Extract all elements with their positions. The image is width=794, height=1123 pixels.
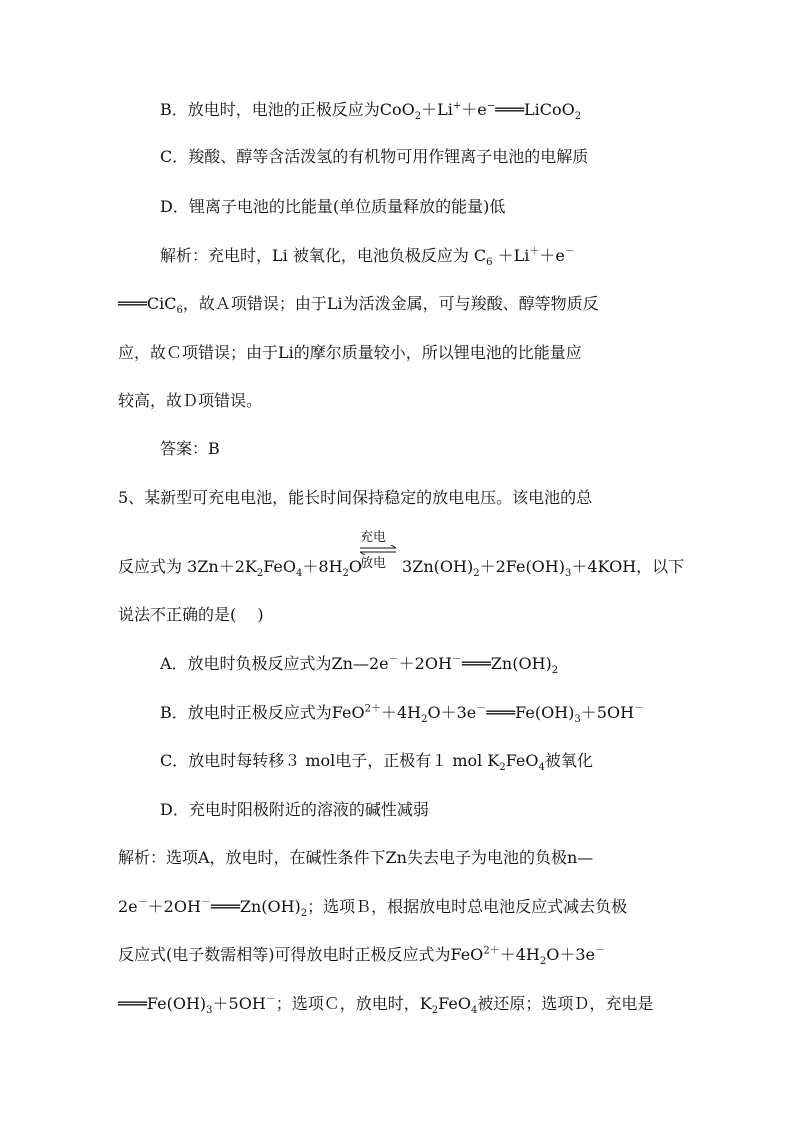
reversible-arrow-icon [358, 545, 398, 555]
option-d-prev: D．锂离子电池的比能量(单位质量释放的能量)低 [160, 197, 506, 216]
q5-option-d: D．充电时阳极附近的溶液的碱性减弱 [160, 800, 429, 819]
analysis2-line1: 解析：选项A，放电时，在碱性条件下Zn失去电子为电池的负极n— [118, 848, 594, 867]
answer1: 答案：B [160, 439, 220, 458]
q5-line1: 5、某新型可充电电池，能长时间保持稳定的放电电压。该电池的总 [118, 488, 593, 507]
discharge-label: 放电 [360, 556, 387, 571]
analysis2-line3: 反应式(电子数需相等)可得放电时正极反应式为$FeO^{2+}+4H_2O+3e^-$ [118, 945, 605, 968]
q5-option-b: B．放电时正极反应式为$FeO^{2+}+4H_2O+3e^-═══Fe(OH)_3+5OH^-$ [160, 703, 645, 726]
q5-line2: 反应式为 $3Zn+2K_2FeO_4+8H_2O$ $3Zn(OH)_2+2Fe(OH)_3+4KOH$，以下 [118, 557, 685, 580]
analysis1-line4: 较高，故Ｄ项错误。 [118, 391, 263, 410]
q5-line3: 说法不正确的是( ) [118, 605, 264, 624]
option-c-prev: C．羧酸、醇等含活泼氢的有机物可用作锂离子电池的电解质 [160, 147, 589, 166]
option-b-prev: B．放电时，电池的正极反应为CoO$_2$＋Li+＋e−═══LiCoO$_2$ [160, 100, 582, 123]
analysis1-line3: 应，故Ｃ项错误；由于Li的摩尔质量较小，所以锂电池的比能量应 [118, 343, 582, 362]
charge-label: 充电 [360, 530, 387, 545]
analysis2-line2: $2e^-+2OH^-═══Zn(OH)_2$；选项Ｂ，根据放电时总电池反应式减去负极 [118, 897, 628, 920]
q5-option-c: C．放电时每转移３ mol电子，正极有１ mol $K_2FeO_4$被氧化 [160, 751, 593, 774]
q5-option-a: A．放电时负极反应式为$Zn—2e^-+2OH^-═══Zn(OH)_2$ [160, 654, 559, 677]
analysis2-line4: $═══Fe(OH)_3+5OH^-$；选项Ｃ，放电时，$K_2FeO_4$被还原；选项Ｄ，充电是 [118, 994, 654, 1017]
analysis1-line2: ═══CiC$_6$，故Ａ项错误；由于Li为活泼金属，可与羧酸、醇等物质反 [118, 294, 599, 317]
analysis1-line1: 解析：充电时，Li 被氧化，电池负极反应为 $C_6 +Li^++e^-$ [160, 246, 575, 269]
